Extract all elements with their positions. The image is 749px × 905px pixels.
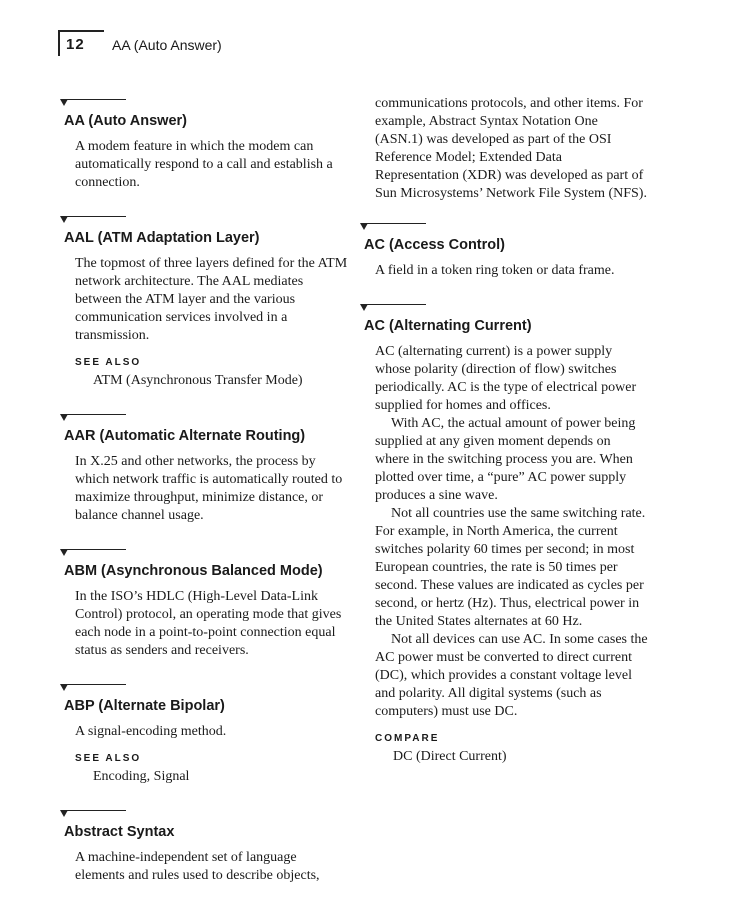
entry-marker — [58, 410, 348, 424]
entry-marker — [58, 212, 348, 226]
running-head: AA (Auto Answer) — [112, 37, 222, 53]
entry-aa — [58, 95, 348, 192]
page-number: 12 — [66, 36, 85, 53]
entry-paragraph: A field in a token ring token or data frame. — [375, 263, 615, 278]
entry-term: AC (Alternating Current) — [364, 318, 532, 334]
entry-paragraph: A modem feature in which the modem can automatically respond to a call and establish a connection. — [75, 139, 333, 190]
entry-paragraph: A machine-independent set of language elements and rules used to describe objects, — [75, 850, 320, 883]
entry-term: ABM (Asynchronous Balanced Mode) — [64, 563, 323, 579]
entry-abp — [58, 680, 348, 786]
see-also-link[interactable]: ATM (Asynchronous Transfer Mode) — [93, 373, 303, 388]
see-also-label: SEE ALSO — [75, 753, 142, 764]
entry-marker — [58, 545, 348, 559]
entry-paragraph: In the ISO’s HDLC (High-Level Data-Link Control) protocol, an operating mode that gives each node in a point-to-point connection equal status as senders and receivers. — [75, 589, 342, 658]
entry-term: ABP (Alternate Bipolar) — [64, 698, 225, 714]
left-column — [58, 95, 348, 905]
entry-paragraph: With AC, the actual amount of power being supplied at any given moment depends on where in the switching process you are. When plotted over time, a “pure” AC power supply produces a sine wave. — [375, 416, 636, 503]
entry-paragraph: AC (alternating current) is a power supply whose polarity (direction of flow) switches periodically. AC is the type of electrical power supplied for homes and offices. — [375, 344, 637, 413]
entry-paragraph: A signal-encoding method. — [75, 724, 227, 739]
entry-marker — [358, 300, 648, 314]
entry-paragraph: Not all countries use the same switching rate. For example, in North America, the current switches polarity 60 times per second; in most European countries, the rate is 50 times per second. These values are indicated as cycles per second, or hertz (Hz). Thus, electrical power in the United States alternates at 60 Hz. — [375, 506, 646, 629]
entry-aal — [58, 212, 348, 390]
entry-marker — [58, 95, 348, 109]
entry-abstract-syntax — [58, 806, 348, 885]
entry-term: AA (Auto Answer) — [64, 113, 187, 129]
entry-abm — [58, 545, 348, 660]
entry-marker — [358, 219, 648, 233]
entry-paragraph: The topmost of three layers defined for the ATM network architecture. The AAL mediates between the ATM layer and the various communication services involved in a transmission. — [75, 256, 348, 343]
entry-marker — [58, 680, 348, 694]
header-rule-horizontal — [58, 30, 104, 32]
header-rule-vertical — [58, 30, 60, 56]
entry-marker — [58, 806, 348, 820]
compare-label: COMPARE — [375, 733, 440, 744]
right-column — [358, 95, 648, 786]
entry-paragraph: Not all devices can use AC. In some cases the AC power must be converted to direct current (DC), which provides a constant voltage level and polarity. All digital systems (such as computers) must use DC. — [375, 632, 648, 719]
see-also-label: SEE ALSO — [75, 357, 142, 368]
continued-paragraph: communications protocols, and other items. For example, Abstract Syntax Notation One (ASN.1) was developed as part of the OSI Reference Model; Extended Data Representation (XDR) was developed as part of Sun Microsystems’ Network File System (NFS). — [375, 96, 647, 201]
entry-aar — [58, 410, 348, 525]
entry-term: AC (Access Control) — [364, 237, 505, 253]
entry-paragraph: In X.25 and other networks, the process by which network traffic is automatically routed to maximize throughput, minimize distance, or balance channel usage. — [75, 454, 343, 523]
entry-ac-access-control — [358, 219, 648, 280]
entry-term: Abstract Syntax — [64, 824, 175, 840]
entry-term: AAL (ATM Adaptation Layer) — [64, 230, 260, 246]
entry-ac-alternating-current — [358, 300, 648, 766]
see-also-link[interactable]: Encoding, Signal — [93, 769, 190, 784]
entry-term: AAR (Automatic Alternate Routing) — [64, 428, 306, 444]
compare-link[interactable]: DC (Direct Current) — [393, 749, 507, 764]
